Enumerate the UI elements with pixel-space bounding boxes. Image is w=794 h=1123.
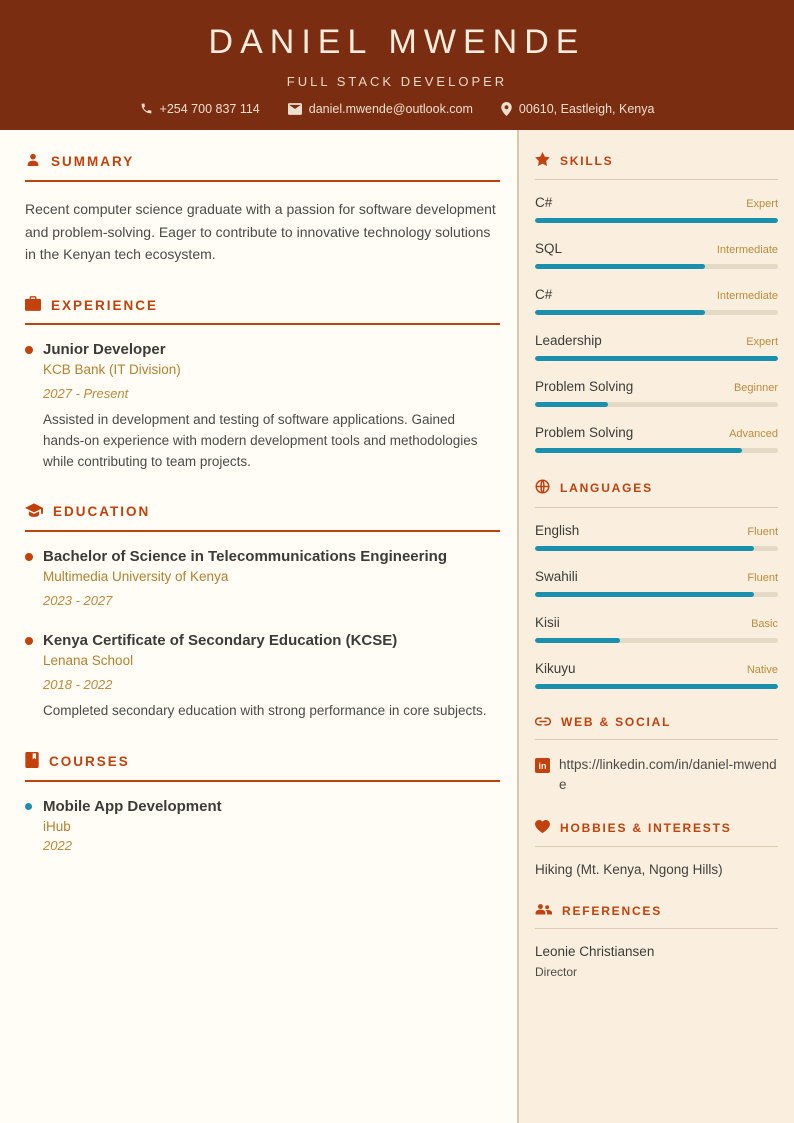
education-section [25,503,500,722]
summary-heading [25,152,500,182]
hobbies-heading-label: HOBBIES & INTERESTS [560,821,732,836]
heart-icon [535,820,550,836]
courses-heading [25,752,500,782]
skills-section [535,152,778,453]
experience-title: Junior Developer [43,341,166,359]
web-social-heading-label: WEB & SOCIAL [561,715,672,729]
skill-name: C# [535,195,553,210]
education-heading [25,503,500,532]
briefcase-icon [25,296,41,314]
book-icon [25,752,39,771]
email-icon [288,103,302,115]
skill-name: Problem Solving [535,425,634,440]
references-section [535,903,778,979]
languages-heading [535,479,778,508]
language-bar [535,638,778,643]
location-contact [501,102,655,116]
graduation-cap-icon [25,503,43,521]
language-name: Swahili [535,569,578,584]
education-heading-label: EDUCATION [53,504,151,520]
summary-section [25,152,500,266]
skill-name: SQL [535,241,563,256]
language-row [535,661,778,689]
experience-heading-label: EXPERIENCE [51,297,159,313]
skill-row [535,379,778,407]
globe-icon [535,479,550,497]
education-dates: 2018 - 2022 [43,676,113,692]
language-level: Fluent [747,572,778,584]
main-column [0,130,517,1123]
person-icon [25,152,41,171]
language-name: Kikuyu [535,661,576,676]
skill-bar [535,356,778,361]
experience-dates: 2027 - Present [43,386,129,402]
reference-title: Director [535,965,578,980]
skills-heading-label: SKILLS [560,153,614,168]
experience-item [25,341,500,473]
skill-row [535,241,778,269]
phone-contact [140,102,260,116]
language-name: Kisii [535,615,560,630]
reference-name: Leonie Christiansen [535,944,655,960]
education-organization: Multimedia University of Kenya [43,568,229,584]
web-social-heading [535,715,778,740]
education-item [25,548,500,608]
experience-organization: KCB Bank (IT Division) [43,362,181,378]
education-title: Bachelor of Science in Telecommunications Engineering [43,547,447,565]
course-organization: iHub [43,818,71,834]
bullet-dot [25,553,33,561]
skill-level: Intermediate [716,290,778,302]
skill-name: Problem Solving [535,379,634,394]
course-item [25,798,500,853]
location-pin-icon [501,102,512,116]
experience-description: Assisted in development and testing of software applications. Gained hands-on experience with modern development tools and methodologies while contributing to team projects. [43,412,478,469]
link-icon [535,715,551,729]
skill-bar [535,218,778,223]
references-heading [535,903,778,929]
header [0,0,794,130]
hobbies-heading [535,820,778,847]
skill-bar [535,310,778,315]
social-link-row [535,755,778,794]
skill-level: Beginner [733,382,778,394]
people-icon [535,903,552,918]
contact-row [140,102,655,116]
skill-level: Expert [746,198,778,210]
phone-icon [140,102,153,115]
language-row [535,569,778,597]
summary-text: Recent computer science graduate with a passion for software development and problem-solving. Eager to contribute to innovative technology solutions in the Kenyan tech ecosystem. [25,201,496,263]
skill-bar [535,402,778,407]
linkedin-icon: in [535,758,550,773]
language-bar [535,592,778,597]
skill-level: Advanced [729,428,778,440]
language-level: Native [746,664,778,676]
skill-level: Intermediate [716,244,778,256]
language-row [535,523,778,551]
skill-row [535,425,778,453]
education-description: Completed secondary education with strong performance in core subjects. [43,702,487,718]
education-title: Kenya Certificate of Secondary Education (KCSE) [43,631,398,649]
languages-heading-label: LANGUAGES [560,481,653,495]
skill-level: Expert [746,336,778,348]
skill-name: C# [535,287,553,302]
language-bar [535,546,778,551]
language-name: English [535,523,580,538]
bullet-dot [25,637,33,645]
courses-section [25,752,500,853]
sidebar [517,130,794,1123]
experience-heading [25,296,500,325]
hobbies-text: Hiking (Mt. Kenya, Ngong Hills) [535,862,723,878]
education-dates: 2023 - 2027 [43,592,113,608]
language-row [535,615,778,643]
skill-bar [535,448,778,453]
education-item [25,632,500,722]
skill-row [535,333,778,361]
linkedin-url[interactable]: https://linkedin.com/in/daniel-mwende [559,757,777,792]
bullet-dot [25,803,32,810]
phone-value: +254 700 837 114 [159,101,260,116]
job-title: FULL STACK DEVELOPER [286,73,508,89]
skill-row [535,287,778,315]
references-heading-label: REFERENCES [562,903,663,918]
languages-section [535,479,778,689]
skills-heading [535,152,778,180]
bullet-dot [25,346,33,354]
web-social-section [535,715,778,794]
email-contact [288,102,473,116]
course-dates: 2022 [43,837,72,853]
star-icon [535,152,550,169]
person-name: DANIEL MWENDE [208,22,586,61]
hobbies-section [535,820,778,877]
reference-item [535,944,778,979]
summary-heading-label: SUMMARY [51,154,135,169]
skill-bar [535,264,778,269]
courses-heading-label: COURSES [49,753,130,769]
skill-row [535,195,778,223]
experience-section [25,296,500,473]
education-organization: Lenana School [43,652,134,668]
location-value: 00610, Eastleigh, Kenya [518,101,655,116]
skill-name: Leadership [535,333,602,348]
language-level: Fluent [747,526,778,538]
language-level: Basic [751,618,778,630]
email-value: daniel.mwende@outlook.com [308,101,473,116]
course-title: Mobile App Development [43,797,222,815]
language-bar [535,684,778,689]
